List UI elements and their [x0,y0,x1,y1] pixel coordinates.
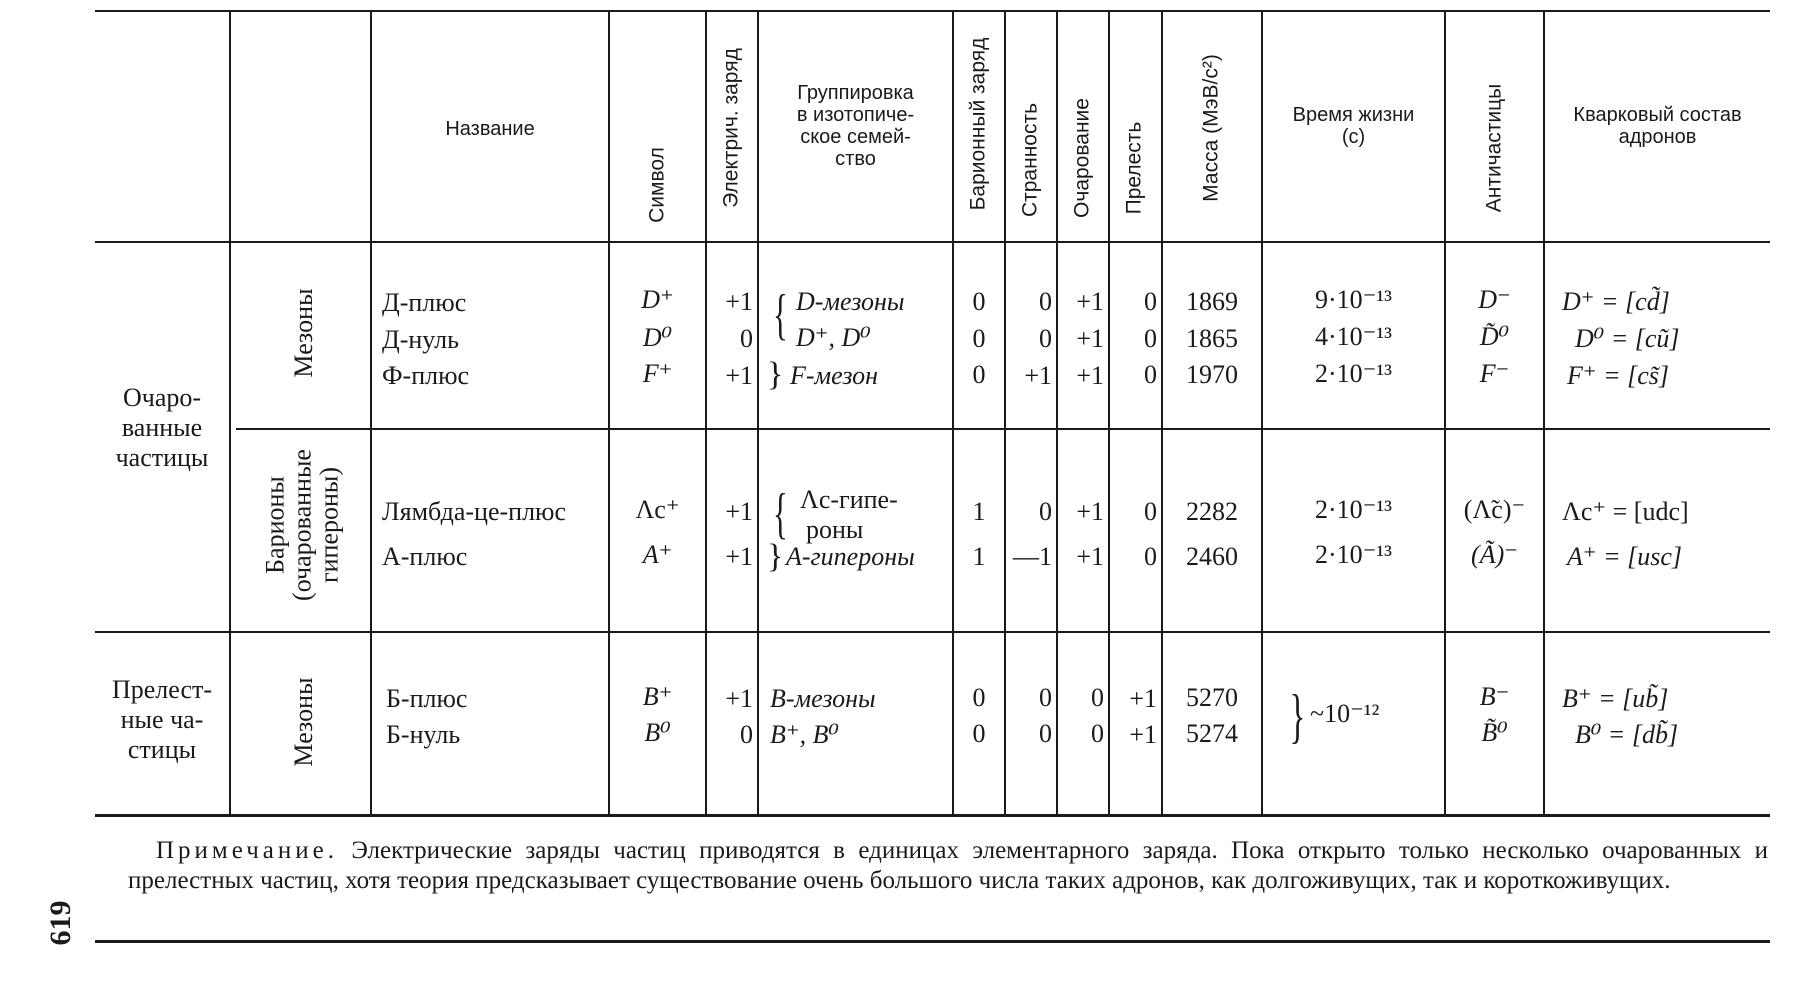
quark-content: B⁺ = [ub̃] [1562,684,1669,713]
particle-name: Д-нуль [382,325,459,354]
particle-symbol: D⁺ [641,285,674,314]
baryon-value: 0 [972,360,986,389]
header-symbol: Символ [645,147,669,223]
charm-value: 0 [1091,683,1104,712]
lifetime-value: 2·10⁻¹³ [1315,540,1392,569]
quark-content: D⁰ = [cũ] [1575,324,1680,353]
header-quark-content [1545,104,1770,148]
family-lambda-c-cont: роны [806,515,864,544]
subgroup-baryons-line-2: (очарованные [287,449,317,601]
strangeness-value: 0 [1039,683,1052,712]
beauty-value: 0 [1144,324,1157,353]
subgroup-baryons-line-3: гипероны) [314,466,344,584]
brace-lambda-c: { [773,483,788,545]
family-d-mesons: D-мезоны [796,287,905,316]
particle-symbol: B⁺ [642,682,673,711]
particle-symbol: Λc⁺ [635,495,680,524]
charge-value: 0 [740,324,753,353]
header-lifetime-line-2: (с) [1341,126,1366,148]
mesons-baryons-rule [236,428,1770,430]
note-bottom-rule [95,940,1770,943]
family-f-meson: F-мезон [790,361,879,390]
group-beauty-line-2: ные ча- [120,705,204,734]
lifetime-value: 2·10⁻¹³ [1315,359,1392,388]
header-quarks-line-1: Кварковый состав [1573,104,1742,126]
family-a-hyperons: A-гипероны [786,542,915,571]
particle-name: Лямбда-це-плюс [382,497,567,526]
family-b-mesons: B-мезоны [770,684,876,713]
charm-value: +1 [1076,542,1104,571]
header-name: Название [445,118,535,140]
col-sep-1 [229,12,231,814]
page-number: 619 [44,900,77,946]
beauty-value: 0 [1144,287,1157,316]
header-rule [95,241,1770,243]
header-lifetime-line-1: Время жизни [1292,104,1415,126]
baryon-value: 1 [972,497,986,526]
lifetime-value: 9·10⁻¹³ [1315,285,1392,314]
strangeness-value: —1 [1013,542,1052,571]
antiparticle: (Λ̃c)⁻ [1463,495,1526,524]
strangeness-value: 0 [1039,497,1052,526]
charm-value: +1 [1076,361,1104,390]
header-baryon-charge: Барионный заряд [966,37,990,211]
header-antiparticles: Античастицы [1482,83,1506,213]
group-beauty-particles [95,675,229,765]
charm-value: 0 [1091,719,1104,748]
group-beauty-line-1: Прелест- [111,675,213,704]
brace-b-lifetime: } [1289,683,1306,749]
charge-value: +1 [725,684,753,713]
group-charmed-line-2: ванные [121,413,203,442]
quark-content: D⁺ = [cd̃] [1562,287,1670,316]
footnote [128,836,1768,896]
particle-name: Б-плюс [386,684,468,713]
strangeness-value: 0 [1039,324,1052,353]
group-charmed-line-1: Очаро- [122,383,202,412]
group-charmed-particles [95,383,229,473]
charm-value: +1 [1076,287,1104,316]
lifetime-value: 2·10⁻¹³ [1315,495,1392,524]
header-mass: Масса (МэВ/c²) [1199,54,1223,202]
antiparticle: B̃⁰ [1481,718,1508,747]
group-charmed-line-3: частицы [115,443,209,472]
family-d-mesons-members: D⁺, D⁰ [796,323,871,352]
header-quarks-line-2: адронов [1618,126,1697,148]
lifetime-value: 4·10⁻¹³ [1315,322,1392,351]
particle-symbol: D⁰ [642,323,673,352]
table-bottom-rule [95,814,1770,817]
header-grouping-line-4: ство [835,148,876,170]
beauty-value: +1 [1129,720,1157,749]
header-grouping-line-1: Группировка [797,82,914,104]
family-lambda-c: Λc-гипе- [800,485,898,514]
baryon-value: 0 [972,287,986,316]
header-lifetime [1263,104,1444,148]
beauty-value: 0 [1144,360,1157,389]
particle-name: Д-плюс [382,288,467,317]
mass-value: 1869 [1186,287,1238,316]
antiparticle: (Ã)⁻ [1471,540,1518,569]
mass-value: 1865 [1186,324,1238,353]
particle-name: А-плюс [382,542,468,571]
baryon-value: 0 [972,719,986,748]
quark-content: B⁰ = [db̃] [1575,720,1679,749]
beauty-value: 0 [1144,542,1157,571]
mass-value: 1970 [1186,360,1238,389]
charm-value: +1 [1076,324,1104,353]
strangeness-value: +1 [1024,361,1052,390]
antiparticle: F⁻ [1479,359,1510,388]
header-grouping [759,82,952,170]
antiparticle: D̃⁰ [1479,322,1510,351]
header-charge: Электрич. заряд [719,48,743,208]
baryon-value: 0 [972,324,986,353]
footnote-text: Электрические заряды частиц приводятся в единицах элементарного заряда. Пока открыто только несколько очарованных и прелестных частиц, хотя теория предсказывает существование очень большого числа таких адронов, как долгоживущих, так и короткоживущих. [128,837,1768,894]
subgroup-baryons [262,449,343,601]
header-grouping-line-2: в изотопиче- [796,104,915,126]
quark-content: F⁺ = [cs̃] [1567,361,1670,390]
brace-f-meson: } [767,356,784,393]
quark-content: A⁺ = [usc] [1567,542,1683,571]
mass-value: 2460 [1186,542,1238,571]
b-lifetime-value: ~10⁻¹² [1310,699,1380,728]
particle-symbol: B⁰ [644,718,671,747]
charge-value: +1 [725,361,753,390]
baryon-value: 0 [972,683,986,712]
mass-value: 5270 [1186,683,1238,712]
particle-name: Ф-плюс [382,361,470,390]
group-beauty-line-3: стицы [127,735,197,764]
charm-value: +1 [1076,497,1104,526]
top-rule [95,10,1770,12]
subgroup-mesons-beauty: Мезоны [289,677,318,767]
subgroup-baryons-line-1: Барионы [260,476,290,574]
strangeness-value: 0 [1039,719,1052,748]
beauty-value: 0 [1144,497,1157,526]
charge-value: +1 [725,497,753,526]
footnote-lead: Примечание. [156,837,339,864]
baryon-value: 1 [972,542,986,571]
strangeness-value: 0 [1039,287,1052,316]
charge-value: +1 [725,287,753,316]
particle-symbol: A⁺ [642,540,673,569]
header-beauty: Прелесть [1122,121,1146,215]
brace-d-mesons: { [773,284,788,346]
header-strangeness: Странность [1018,102,1042,218]
mass-value: 2282 [1186,497,1238,526]
charge-value: 0 [740,720,753,749]
antiparticle: B⁻ [1479,682,1510,711]
quark-content: Λc⁺ = [udc] [1562,497,1689,526]
charm-beauty-rule [95,631,1770,633]
mass-value: 5274 [1186,719,1238,748]
antiparticle: D⁻ [1478,285,1511,314]
charge-value: +1 [725,542,753,571]
particle-symbol: F⁺ [642,359,673,388]
beauty-value: +1 [1129,684,1157,713]
brace-a-hyperons: } [767,538,784,575]
particle-name: Б-нуль [386,720,461,749]
subgroup-mesons-charmed: Мезоны [289,288,318,378]
header-charm: Очарование [1070,98,1094,218]
family-b-mesons-members: B⁺, B⁰ [770,720,839,749]
header-grouping-line-3: ское семей- [800,126,911,148]
